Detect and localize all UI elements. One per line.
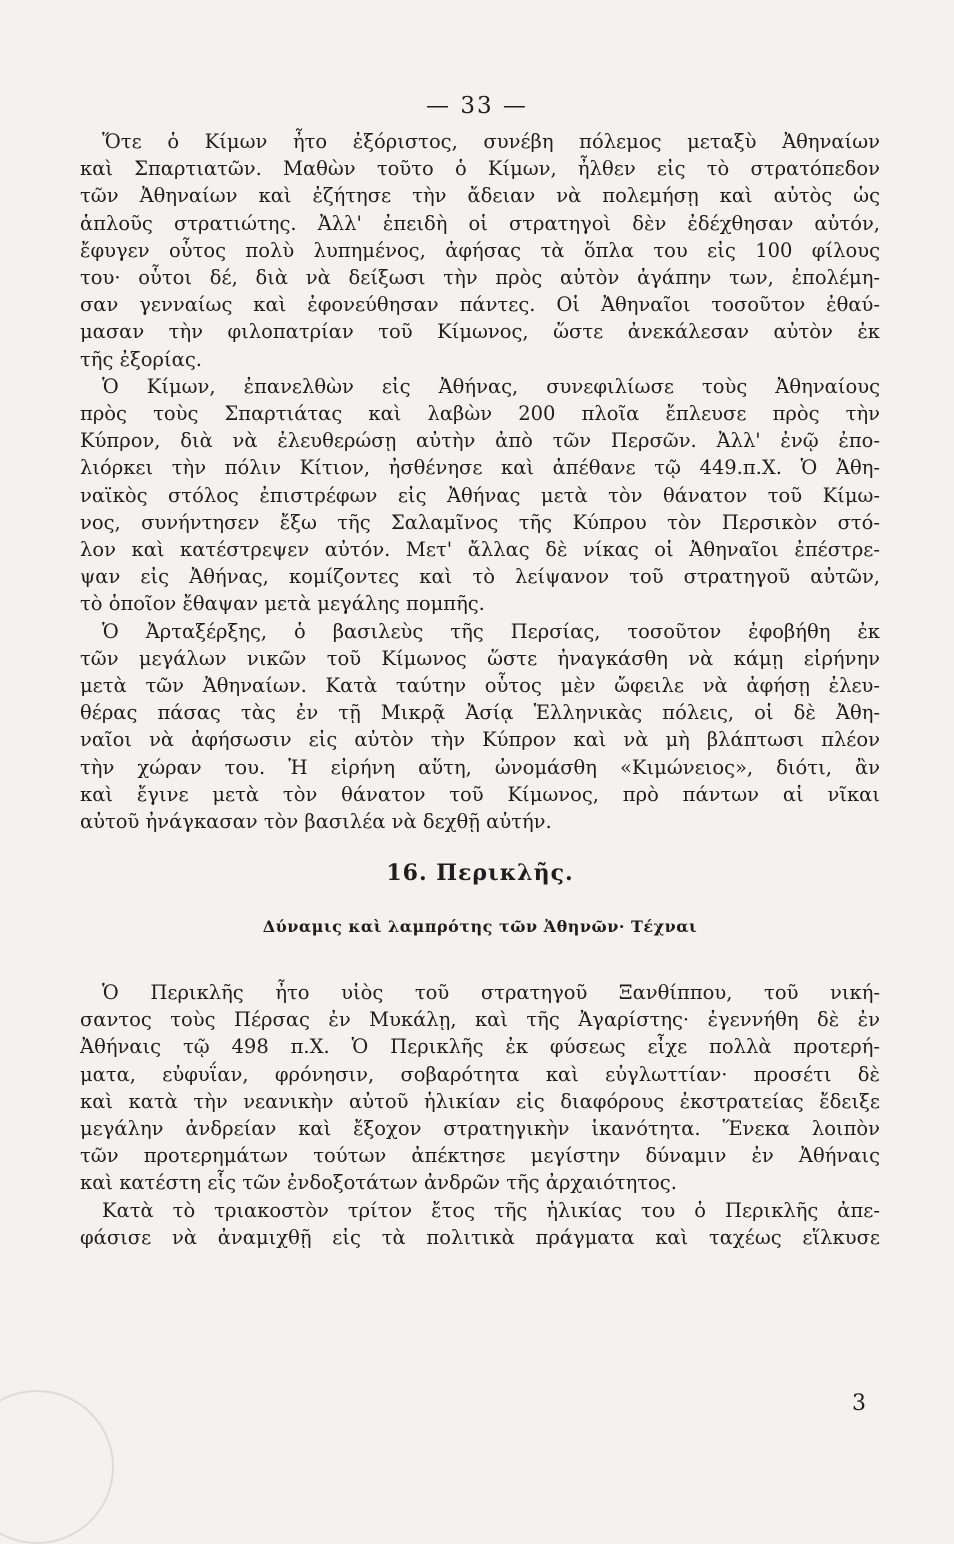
text-line: ναῖοι νὰ ἀφήσωσιν εἰς αὐτὸν τὴν Κύπρον καὶ νὰ μὴ βλάπτωσι πλέον: [80, 728, 880, 752]
text-line: ἁπλοῦς στρατιώτης. Ἀλλ' ἐπειδὴ οἱ στρατηγοὶ δὲν ἐδέχθησαν αὐτόν,: [80, 211, 880, 235]
paragraph-5: [80, 1197, 880, 1251]
chapter-heading: 16. Περικλῆς.: [386, 860, 574, 886]
paragraph-3: [80, 618, 880, 836]
text-line: Ὅτε ὁ Κίμων ἦτο ἐξόριστος, συνέβη πόλεμος μεταξὺ Ἀθηναίων: [102, 130, 880, 153]
text-line: πρὸς τοὺς Σπαρτιάτας καὶ λαβὼν 200 πλοῖα ἔπλευσε πρὸς τὴν: [80, 402, 880, 426]
paragraph-2: [80, 373, 880, 618]
text-line: σαν γενναίως καὶ ἐφονεύθησαν πάντες. Οἱ Ἀθηναῖοι τοσοῦτον ἐθαύ-: [80, 293, 880, 317]
text-line: μετὰ τῶν Ἀθηναίων. Κατὰ ταύτην οὗτος μὲν ὤφειλε νὰ ἀφήσῃ ἐλευ-: [80, 674, 880, 698]
text-line: θέρας πάσας τὰς ἐν τῇ Μικρᾷ Ἀσίᾳ Ἑλληνικὰς πόλεις, οἱ δὲ Ἀθη-: [80, 701, 880, 725]
text-line: Κατὰ τὸ τριακοστὸν τρίτον ἔτος τῆς ἡλικίας του ὁ Περικλῆς ἀπε-: [102, 1198, 880, 1222]
text-line: μασαν τὴν φιλοπατρίαν τοῦ Κίμωνος, ὥστε ἀνεκάλεσαν αὐτὸν ἐκ: [80, 320, 880, 344]
text-line: Ἀθήναις τῷ 498 π.Χ. Ὁ Περικλῆς ἐκ φύσεως εἶχε πολλὰ προτερή-: [80, 1035, 880, 1059]
chapter-subtitle: Δύναμις καὶ λαμπρότης τῶν Ἀθηνῶν· Τέχναι: [262, 917, 698, 936]
text-line: τῶν μεγάλων νικῶν τοῦ Κίμωνος ὥστε ἠναγκάσθη νὰ κάμῃ εἰρήνην: [80, 646, 880, 670]
body-text-top: [80, 128, 880, 835]
text-line: τῶν Ἀθηναίων καὶ ἐζήτησε τὴν ἄδειαν νὰ πολεμήσῃ καὶ αὐτὸς ὡς: [80, 184, 880, 208]
text-line: τῶν προτερημάτων τούτων ἀπέκτησε μεγίστην δύναμιν ἐν Ἀθήναις: [80, 1144, 880, 1168]
text-line: τὴν χώραν του. Ἡ εἰρήνη αὕτη, ὠνομάσθη «Κιμώνειος», διότι, ἂν: [80, 755, 880, 779]
text-line: μεγάλην ἀνδρείαν καὶ ἔξοχον στρατηγικὴν ἱκανότητα. Ἕνεκα λοιπὸν: [80, 1117, 880, 1141]
text-line: τὸ ὁποῖον ἔθαψαν μετὰ μεγάλης πομπῆς.: [80, 592, 485, 616]
text-line: λιόρκει τὴν πόλιν Κίτιον, ἠσθένησε καὶ ἀπέθανε τῷ 449.π.Χ. Ὁ Ἀθη-: [80, 456, 880, 480]
text-line: καὶ κατέστη εἷς τῶν ἐνδοξοτάτων ἀνδρῶν τῆς ἀρχαιότητος.: [80, 1171, 677, 1195]
text-line: τῆς ἐξορίας.: [80, 347, 202, 371]
text-line: ἔφυγεν οὗτος πολὺ λυπημένος, ἀφήσας τὰ ὅπλα του εἰς 100 φίλους: [80, 238, 880, 262]
text-line: καὶ κατὰ τὴν νεανικὴν αὐτοῦ ἡλικίαν εἰς διαφόρους ἐκστρατείας ἔδειξε: [80, 1089, 880, 1113]
text-line: νος, συνήντησεν ἔξω τῆς Σαλαμῖνος τῆς Κύπρου τὸν Περσικὸν στό-: [80, 510, 880, 534]
text-line: ψαν εἰς Ἀθήνας, κομίζοντες καὶ τὸ λείψανον τοῦ στρατηγοῦ αὐτῶν,: [80, 565, 880, 589]
text-line: αὐτοῦ ἠνάγκασαν τὸν βασιλέα νὰ δεχθῇ αὐτήν.: [80, 810, 552, 834]
paragraph-1: [80, 128, 880, 373]
text-line: του· οὗτοι δέ, διὰ νὰ δείξωσι τὴν πρὸς αὐτὸν ἀγάπην των, ἐπολέμη-: [80, 266, 880, 290]
signature-mark: 3: [852, 1391, 866, 1416]
paragraph-4: [80, 979, 880, 1197]
text-line: Κύπρον, διὰ νὰ ἐλευθερώσῃ αὐτὴν ἀπὸ τῶν Περσῶν. Ἀλλ' ἐνῷ ἐπο-: [80, 429, 880, 453]
text-line: Ὁ Περικλῆς ἦτο υἱὸς τοῦ στρατηγοῦ Ξανθίππου, τοῦ νική-: [102, 981, 880, 1004]
page-number: — 33 —: [426, 93, 528, 119]
text-line: ματα, εὐφυΐαν, φρόνησιν, σοβαρότητα καὶ εὐγλωττίαν· προσέτι δὲ: [80, 1062, 880, 1086]
library-stamp: [0, 1390, 114, 1544]
text-line: Ὁ Κίμων, ἐπανελθὼν εἰς Ἀθήνας, συνεφιλίωσε τοὺς Ἀθηναίους: [102, 374, 880, 398]
text-line: λον καὶ κατέστρεψεν αὐτόν. Μετ' ἄλλας δὲ νίκας οἱ Ἀθηναῖοι ἐπέστρε-: [80, 538, 880, 562]
text-line: φάσισε νὰ ἀναμιχθῇ εἰς τὰ πολιτικὰ πράγματα καὶ ταχέως εἵλκυσε: [80, 1225, 880, 1249]
text-line: καὶ Σπαρτιατῶν. Μαθὼν τοῦτο ὁ Κίμων, ἦλθεν εἰς τὸ στρατόπεδον: [80, 157, 880, 181]
text-line: καὶ ἔγινε μετὰ τὸν θάνατον τοῦ Κίμωνος, πρὸ πάντων αἱ νῖκαι: [80, 782, 880, 806]
text-line: Ὁ Ἀρταξέρξης, ὁ βασιλεὺς τῆς Περσίας, τοσοῦτον ἐφοβήθη ἐκ: [102, 619, 880, 643]
text-line: σαντος τοὺς Πέρσας ἐν Μυκάλῃ, καὶ τῆς Ἀγαρίστης· ἐγεννήθη δὲ ἐν: [80, 1008, 880, 1032]
text-line: ναϊκὸς στόλος ἐπιστρέφων εἰς Ἀθήνας μετὰ τὸν θάνατον τοῦ Κίμω-: [80, 483, 880, 507]
body-text-bottom: [80, 979, 880, 1251]
